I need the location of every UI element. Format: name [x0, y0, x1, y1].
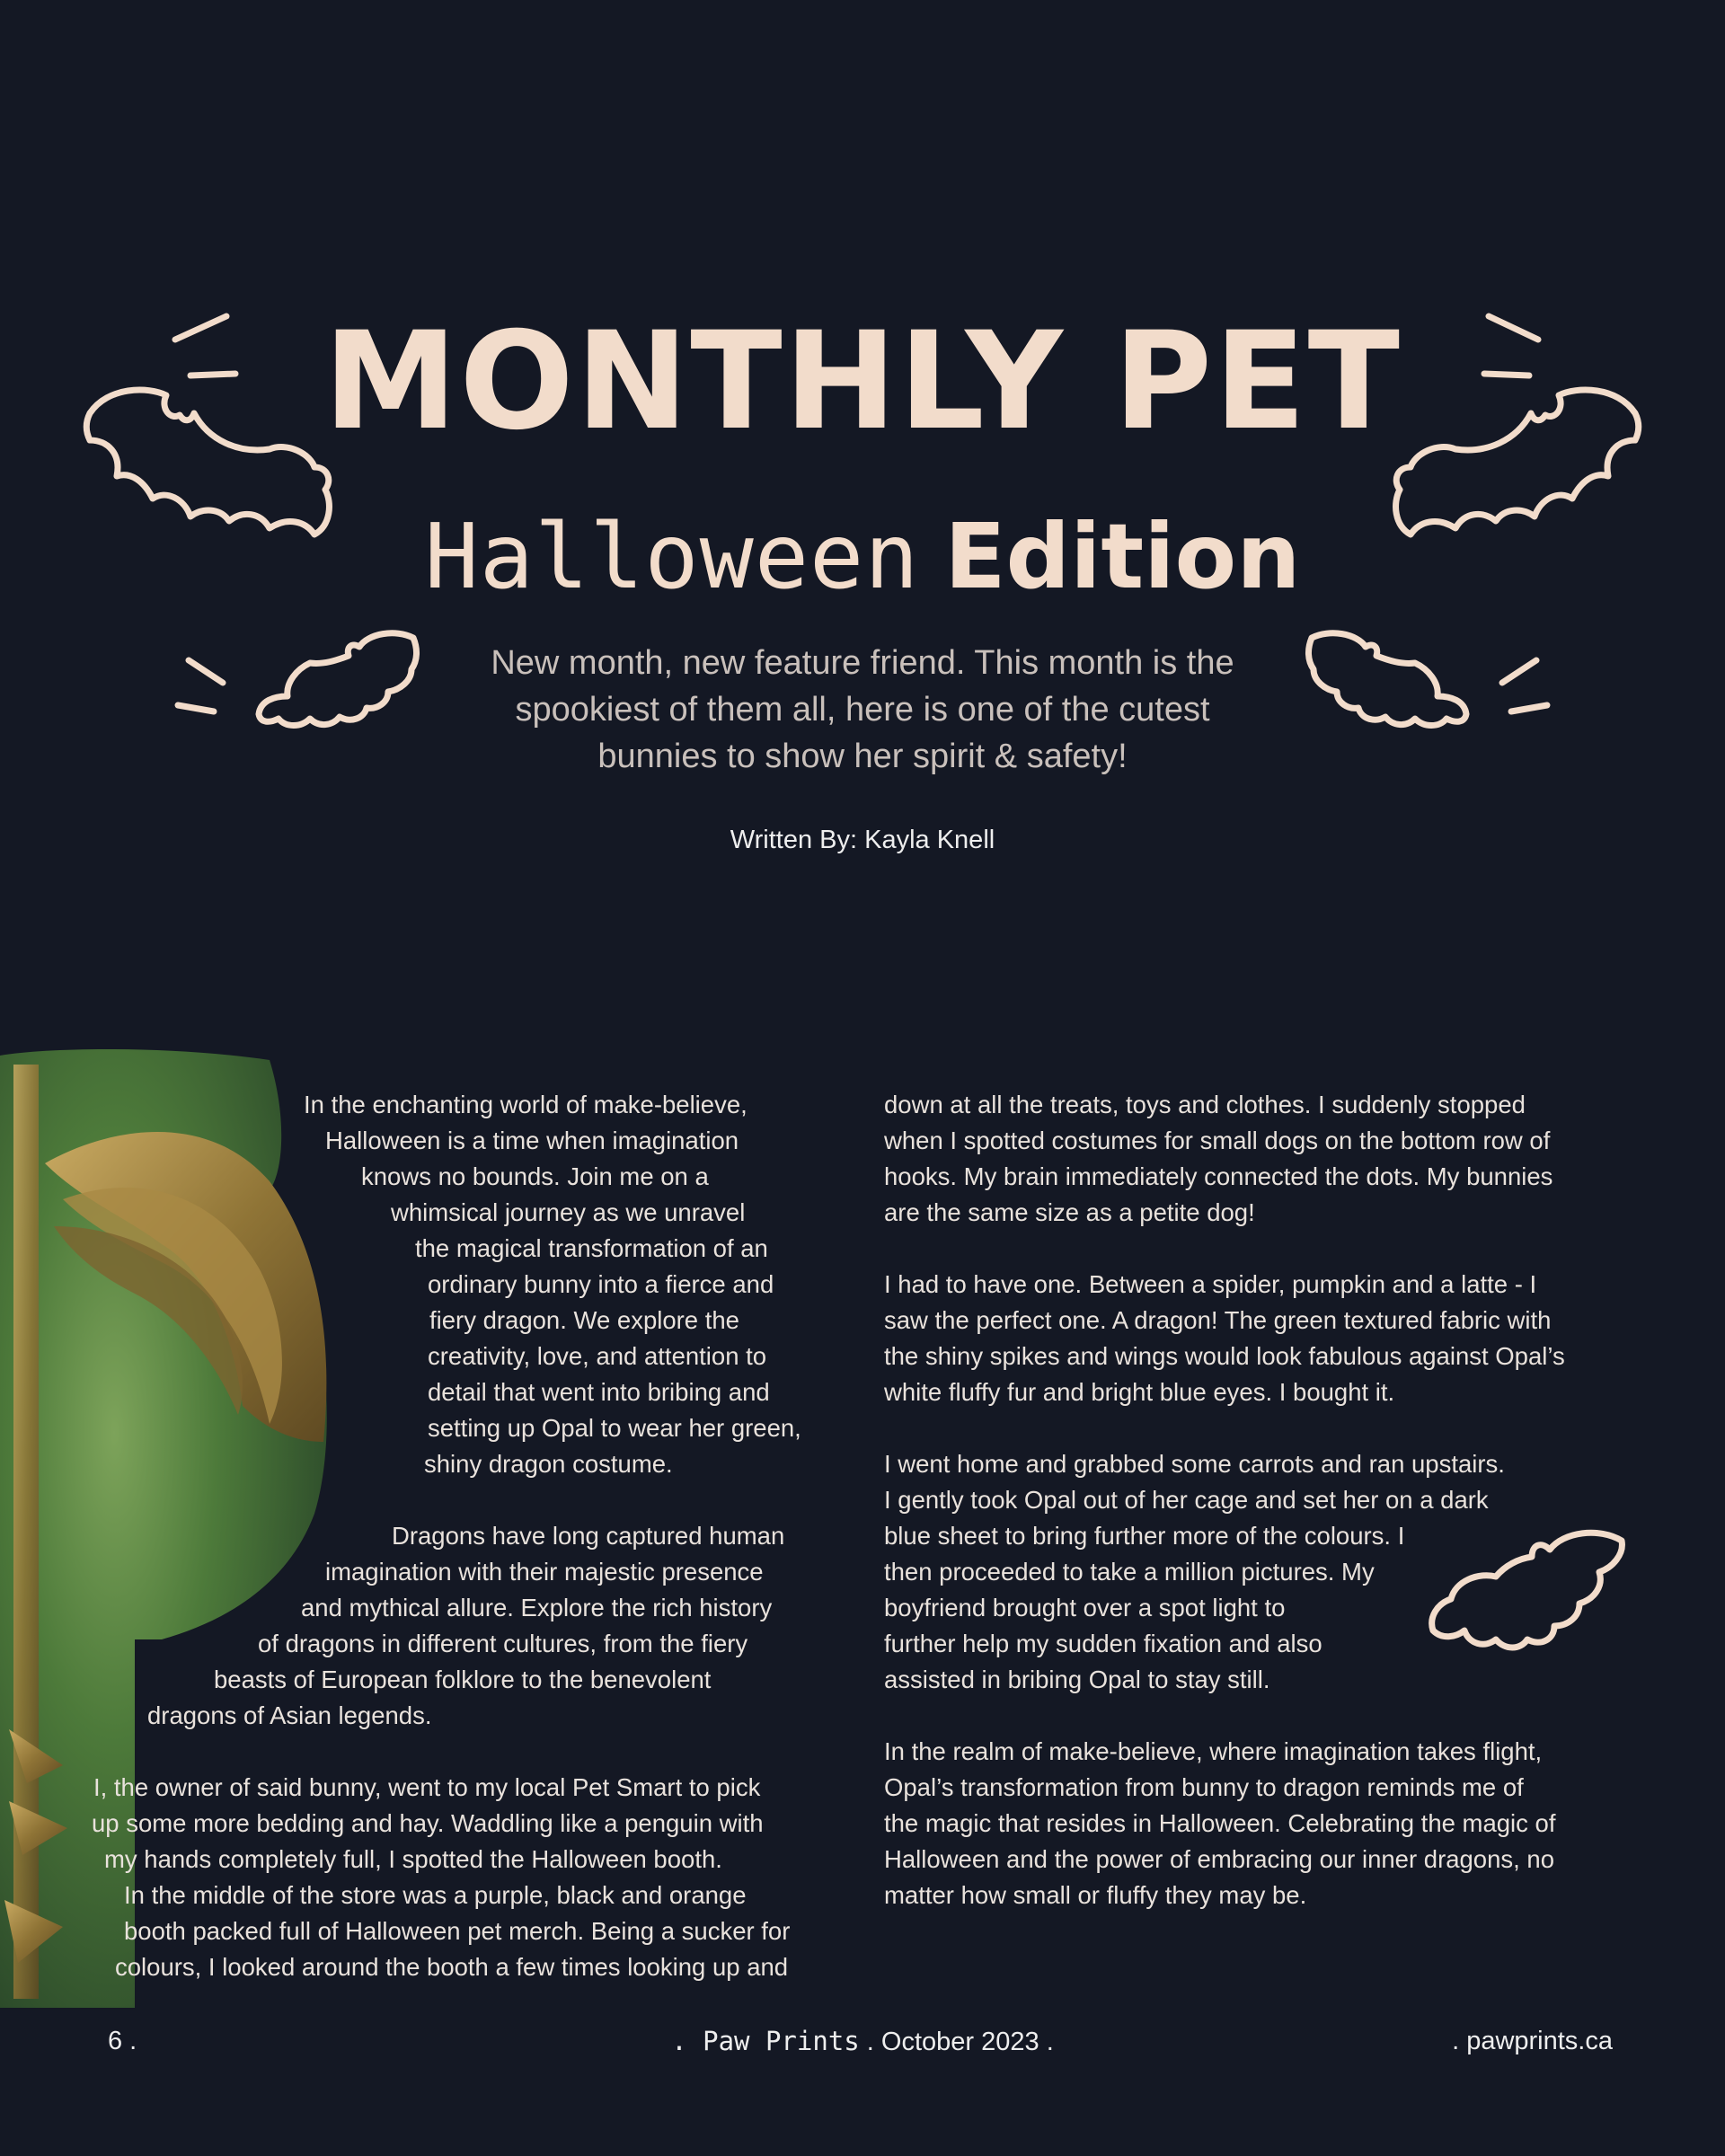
text-line: assisted in bribing Opal to stay still. [884, 1666, 1270, 1693]
text-line: then proceeded to take a million pictures. My [884, 1558, 1375, 1586]
page-title: MONTHLY PET [323, 304, 1402, 460]
text-line: detail that went into bribing and [428, 1378, 770, 1406]
text-line: saw the perfect one. A dragon! The green textured fabric with [884, 1306, 1552, 1334]
text-line: the magic that resides in Halloween. Celebrating the magic of [884, 1809, 1556, 1837]
text-line: knows no bounds. Join me on a [361, 1162, 709, 1190]
text-line: booth packed full of Halloween pet merch. Being a sucker for [124, 1917, 791, 1945]
tick-mark [189, 660, 223, 683]
text-line: are the same size as a petite dog! [884, 1198, 1255, 1226]
text-line: Opal’s transformation from bunny to dragon reminds me of [884, 1773, 1524, 1801]
text-line: up some more bedding and hay. Waddling like a penguin with [92, 1809, 764, 1837]
article-right-column [884, 1087, 1675, 1913]
text-line: whimsical journey as we unravel [391, 1198, 746, 1226]
text-line: of dragons in different cultures, from the fiery [258, 1630, 748, 1657]
subtitle-edition: Edition [944, 504, 1301, 609]
text-line: white fluffy fur and bright blue eyes. I bought it. [884, 1378, 1395, 1406]
text-line: setting up Opal to wear her green, [428, 1414, 801, 1442]
text-line: further help my sudden fixation and also [884, 1630, 1322, 1657]
text-line: hooks. My brain immediately connected the dots. My bunnies [884, 1162, 1553, 1190]
text-line: my hands completely full, I spotted the Halloween booth. [104, 1845, 722, 1873]
tick-mark [1502, 660, 1536, 683]
intro-text: New month, new feature friend. This month is the spookiest of them all, here is one of the cutest bunnies to show her spirit & safety! [491, 644, 1234, 775]
text-line: matter how small or fluffy they may be. [884, 1881, 1307, 1909]
text-line: beasts of European folklore to the benevolent [214, 1666, 712, 1693]
tick-mark [1511, 705, 1547, 711]
text-line: the shiny spikes and wings would look fabulous against Opal’s [884, 1342, 1565, 1370]
bat-icon [259, 633, 417, 726]
text-line: I, the owner of said bunny, went to my local Pet Smart to pick [93, 1773, 761, 1801]
text-line: Halloween is a time when imagination [325, 1127, 739, 1154]
text-line: I gently took Opal out of her cage and set her on a dark [884, 1486, 1489, 1514]
byline: Written By: Kayla Knell [730, 826, 995, 854]
subtitle-halloween: Halloween [424, 504, 920, 609]
text-line: Dragons have long captured human [392, 1522, 785, 1550]
publication-name: . Paw Prints [671, 2026, 860, 2056]
text-line: shiny dragon costume. [424, 1450, 673, 1478]
website-link[interactable]: . pawprints.ca [1452, 2027, 1613, 2055]
bat-icon [1308, 633, 1466, 726]
text-line: the magical transformation of an [415, 1234, 768, 1262]
text-line: dragons of Asian legends. [147, 1701, 432, 1729]
text-line: I went home and grabbed some carrots and ran upstairs. [884, 1450, 1505, 1478]
article-left-column [0, 1087, 862, 1985]
page-number: 6 . [108, 2027, 137, 2055]
text-line: and mythical allure. Explore the rich history [301, 1594, 773, 1621]
text-line: In the middle of the store was a purple, black and orange [124, 1881, 747, 1909]
text-line: ordinary bunny into a fierce and [428, 1270, 774, 1298]
text-line: Halloween and the power of embracing our inner dragons, no [884, 1845, 1555, 1873]
tick-mark [178, 705, 214, 711]
text-line: boyfriend brought over a spot light to [884, 1594, 1286, 1621]
publication-date: . October 2023 . [866, 2028, 1054, 2056]
text-line: colours, I looked around the booth a few times looking up and [115, 1953, 789, 1981]
text-line: imagination with their majestic presence [325, 1558, 764, 1586]
text-line: creativity, love, and attention to [428, 1342, 767, 1370]
text-line: In the realm of make-believe, where imagination takes flight, [884, 1737, 1543, 1765]
text-line: down at all the treats, toys and clothes. I suddenly stopped [884, 1091, 1526, 1118]
text-line: fiery dragon. We explore the [429, 1306, 739, 1334]
text-line: blue sheet to bring further more of the colours. I [884, 1522, 1405, 1550]
text-line: In the enchanting world of make-believe, [304, 1091, 748, 1118]
page-subtitle [0, 503, 1725, 611]
text-line: when I spotted costumes for small dogs on the bottom row of [884, 1127, 1551, 1154]
text-line: I had to have one. Between a spider, pumpkin and a latte - I [884, 1270, 1537, 1298]
